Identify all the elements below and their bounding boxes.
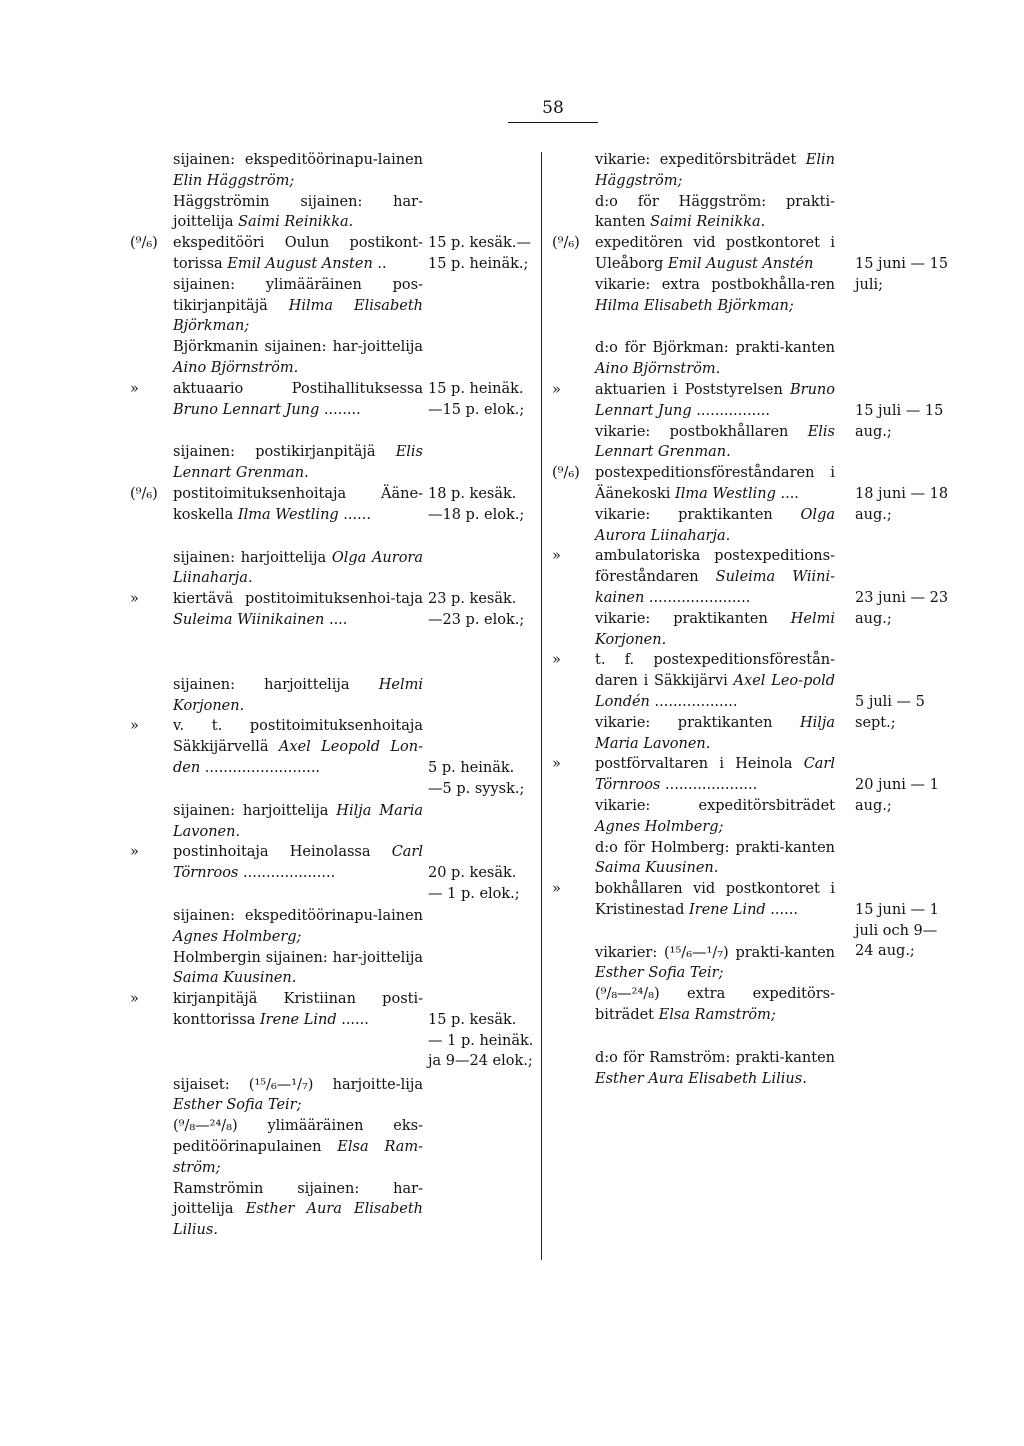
entry-text-segment: v. t. postitoimituksenhoitaja Säkkijärvellä — [173, 718, 423, 756]
entry-date: 18 p. kesäk. —18 p. elok.; — [428, 485, 525, 523]
register-entry — [130, 233, 540, 275]
entry-marker: » — [552, 756, 561, 773]
entry-text-segment: vikarie: extra postbokhålla-ren — [595, 276, 835, 293]
register-entry — [130, 589, 540, 631]
register-entry — [130, 716, 540, 797]
entry-date: 15 p. kesäk.— 15 p. heinäk.; — [428, 235, 531, 272]
person-name: Esther Aura Elisabeth Lilius. — [173, 1201, 423, 1239]
entry-marker: » — [130, 991, 139, 1008]
entry-text — [173, 1116, 423, 1178]
finnish-column — [130, 150, 540, 1241]
entry-marker: (⁹/₆) — [130, 235, 158, 252]
person-name: Elis Lennart Grenman. — [173, 444, 423, 482]
entry-text — [173, 548, 423, 590]
person-name: Ilma Westling — [237, 506, 339, 523]
person-name: Elin Häggström; — [595, 152, 835, 189]
person-name: Esther Sofia Teir; — [173, 1097, 302, 1114]
register-entry — [130, 275, 540, 337]
entry-text-segment: .... — [324, 611, 348, 628]
entry-text — [173, 442, 423, 484]
entry-text-segment: d:o för Häggström: prakti-kanten — [595, 193, 835, 231]
entry-date: 23 juni — 23 aug.; — [855, 589, 949, 627]
register-entry — [130, 1116, 540, 1178]
column-divider — [541, 152, 542, 1260]
person-name: Hilja Maria Lavonen. — [595, 714, 835, 752]
entry-text — [173, 948, 423, 990]
register-entry — [130, 548, 540, 590]
spacer — [130, 653, 540, 675]
register-entry — [130, 842, 540, 902]
register-entry — [130, 1179, 540, 1241]
entry-text-segment: (⁹/₈—²⁴/₈) ylimääräinen eks-peditöörinapulainen — [173, 1118, 423, 1156]
entry-text-segment: Ramströmin sijainen: har-joittelija — [173, 1180, 423, 1218]
entry-text-segment: postinhoitaja Heinolassa — [173, 844, 392, 861]
entry-text-segment: (⁹/₈—²⁴/₈) extra expeditörs-biträdet — [595, 986, 835, 1024]
entry-text-segment: d:o för Ramström: prakti-kanten — [595, 1049, 835, 1066]
entry-text — [595, 838, 835, 880]
register-entry — [130, 150, 540, 192]
entry-text-segment: Björkmanin sijainen: har-joittelija — [173, 339, 423, 356]
entry-text — [595, 1048, 835, 1090]
person-name: Axel Leo-pold Londén — [595, 673, 835, 710]
entry-text-segment: vikarie: praktikanten — [595, 714, 800, 731]
entry-text — [173, 484, 423, 526]
entry-text-segment: postexpeditionsföreståndaren i Äänekoski — [595, 465, 835, 502]
entry-text — [595, 233, 835, 275]
person-name: Suleima Wiinikainen — [173, 611, 325, 628]
entry-text — [595, 275, 835, 317]
person-name: Olga Aurora Liinaharja. — [173, 549, 423, 587]
entry-text-segment: ...... — [765, 901, 798, 918]
person-name: Bruno Lennart Jung — [595, 381, 835, 419]
entry-text-segment: kiertävä postitoimituksenhoi-taja — [173, 591, 423, 608]
entry-text — [173, 801, 423, 843]
person-name: Olga Aurora Liinaharja. — [595, 506, 835, 544]
person-name: Emil August Ansten — [227, 255, 373, 272]
person-name: Agnes Holmberg; — [173, 928, 302, 945]
entry-text-segment: sijainen: ekspeditöörinapu-lainen — [173, 907, 423, 924]
person-name: Ilma Westling — [675, 485, 776, 502]
entry-marker: » — [130, 591, 139, 608]
entry-marker: » — [552, 652, 561, 669]
entry-date: 15 juni — 15 juli; — [855, 255, 949, 293]
person-name: Hilma Elisabeth Björkman; — [595, 297, 794, 314]
register-entry — [552, 505, 972, 547]
register-entry — [130, 948, 540, 990]
person-name: Carl Törnroos — [173, 844, 423, 882]
person-name: Bruno Lennart Jung — [173, 401, 320, 418]
page-number: 58 — [508, 98, 598, 123]
entry-text — [595, 463, 835, 505]
entry-text — [595, 796, 835, 838]
spacer — [552, 1026, 972, 1048]
entry-text-segment: .................... — [660, 777, 758, 794]
person-name: Esther Sofia Teir; — [595, 965, 724, 982]
entry-text-segment: .................. — [649, 693, 738, 710]
entry-text — [173, 842, 423, 884]
entry-text-segment: bokhållaren vid postkontoret i Kristinestad — [595, 881, 835, 918]
spacer — [130, 420, 540, 442]
person-name: Saimi Reinikka. — [238, 214, 354, 231]
person-name: Axel Leopold Lon-den — [173, 739, 423, 776]
register-entry — [130, 675, 540, 717]
person-name: Elin Häggström; — [173, 172, 295, 189]
entry-text — [595, 713, 835, 755]
entry-marker: » — [130, 844, 139, 861]
person-name: Helmi Korjonen. — [595, 610, 835, 648]
entry-text-segment: sijainen: harjoittelija — [173, 802, 337, 819]
entry-marker: » — [552, 881, 561, 898]
entry-text-segment: postitoimituksenhoitaja Ääne-koskella — [173, 485, 423, 523]
entry-text — [173, 989, 423, 1031]
entry-date: 5 p. heinäk. —5 p. syysk.; — [428, 759, 525, 797]
entry-text-segment: ...................... — [644, 589, 751, 606]
entry-text — [173, 1075, 423, 1117]
person-name: Saimi Reinikka. — [650, 214, 766, 231]
person-name: Elsa Ramström; — [658, 1007, 776, 1024]
entry-text — [173, 192, 423, 234]
entry-text-segment: .................... — [238, 865, 336, 882]
entry-text — [595, 505, 835, 547]
person-name: Irene Lind — [259, 1011, 337, 1028]
register-entry — [552, 338, 972, 380]
entry-text-segment: ambulatoriska postexpeditions-föreståndaren — [595, 548, 835, 586]
entry-text — [173, 906, 423, 948]
entry-text-segment: .. — [372, 255, 387, 272]
entry-text-segment: sijainen: ekspeditöörinapu-lainen — [173, 152, 423, 168]
person-name: Carl Törnroos — [595, 756, 835, 794]
entry-date: 15 p. heinäk. —15 p. elok.; — [428, 380, 525, 418]
entry-text-segment: d:o för Björkman: prakti-kanten — [595, 340, 835, 357]
person-name: Elis Lennart Grenman. — [595, 423, 835, 461]
person-name: Elsa Ram-ström; — [173, 1139, 423, 1176]
entry-text — [595, 650, 835, 712]
entry-marker: » — [552, 381, 561, 398]
register-entry — [130, 192, 540, 234]
person-name: Agnes Holmberg; — [595, 818, 724, 835]
person-name: Aino Björnström. — [173, 359, 299, 376]
entry-text-segment: sijainen: harjoittelija — [173, 676, 379, 693]
entry-text — [595, 422, 835, 464]
entry-text-segment: ekspeditööri Oulun postikont-torissa — [173, 235, 423, 272]
entry-date: 20 juni — 1 aug.; — [855, 777, 939, 814]
entry-text — [595, 984, 835, 1026]
register-entry — [552, 192, 972, 234]
entry-marker: (⁹/₆) — [552, 465, 580, 482]
register-entry — [552, 838, 972, 880]
person-name: Irene Lind — [689, 901, 766, 918]
register-entry — [130, 801, 540, 843]
register-entry — [552, 713, 972, 755]
entry-text — [595, 943, 835, 985]
entry-text-segment: ...... — [338, 506, 371, 523]
entry-text-segment: aktuaario Postihallituksessa — [173, 380, 423, 397]
entry-text — [595, 546, 835, 608]
spacer — [130, 631, 540, 653]
entry-text-segment: postförvaltaren i Heinola — [595, 756, 804, 773]
person-name: Helmi Korjonen. — [173, 676, 423, 714]
person-name: Saima Kuusinen. — [173, 970, 297, 987]
register-entry — [552, 422, 972, 464]
entry-text — [173, 275, 423, 337]
entry-text-segment: t. f. postexpeditionsförestån-daren i Säkkijärvi — [595, 652, 835, 690]
entry-text — [595, 754, 835, 796]
entry-date: 20 p. kesäk. — 1 p. elok.; — [428, 865, 520, 902]
entry-date: 18 juni — 18 aug.; — [855, 485, 949, 523]
entry-text-segment: ......................... — [200, 759, 321, 776]
entry-text — [173, 1179, 423, 1241]
register-entry — [552, 943, 972, 985]
person-name: Aino Björnström. — [595, 361, 721, 378]
register-entry — [552, 275, 972, 317]
entry-marker: » — [130, 718, 139, 735]
entry-text-segment: Holmbergin sijainen: har-joittelija — [173, 949, 423, 966]
register-entry — [552, 796, 972, 838]
spacer — [552, 316, 972, 338]
entry-text — [173, 589, 423, 631]
entry-text-segment: ........ — [319, 401, 361, 418]
entry-text-segment: vikarier: (¹⁵/₆—¹/₇) prakti-kanten — [595, 944, 835, 961]
entry-date: 15 p. kesäk. — 1 p. heinäk. ja 9—24 elok.; — [428, 1011, 534, 1070]
entry-text-segment: kirjanpitäjä Kristiinan posti-konttorissa — [173, 991, 423, 1028]
entry-text — [595, 150, 835, 192]
entry-text-segment: vikarie: expeditörsbiträdet — [595, 152, 806, 168]
entry-text-segment: sijainen: ylimääräinen pos-tikirjanpitäjä — [173, 276, 423, 314]
entry-text-segment: expeditören vid postkontoret i Uleåborg — [595, 235, 835, 272]
entry-text-segment: .... — [775, 485, 799, 502]
entry-text-segment: vikarie: praktikanten — [595, 506, 801, 523]
entry-text-segment: sijaiset: (¹⁵/₆—¹/₇) harjoitte-lija — [173, 1076, 423, 1093]
register-entry — [552, 1048, 972, 1090]
entry-text-segment: d:o för Holmberg: prakti-kanten — [595, 839, 835, 856]
swedish-column — [552, 150, 972, 1089]
entry-text — [595, 338, 835, 380]
register-entry — [130, 484, 540, 526]
entry-text-segment: vikarie: postbokhållaren — [595, 423, 808, 440]
register-entry — [552, 609, 972, 651]
entry-text-segment: vikarie: expeditörsbiträdet — [595, 797, 835, 814]
person-name: Hilja Maria Lavonen. — [173, 802, 423, 840]
entry-text-segment: ...... — [336, 1011, 369, 1028]
register-entry — [552, 984, 972, 1026]
entry-text — [595, 879, 835, 921]
person-name: Suleima Wiini-kainen — [595, 569, 835, 606]
entry-date: 15 juli — 15 aug.; — [855, 402, 944, 440]
entry-date: 5 juli — 5 sept.; — [855, 693, 925, 731]
entry-marker: » — [130, 380, 139, 397]
entry-marker: (⁹/₆) — [552, 235, 580, 252]
register-entry — [130, 442, 540, 484]
register-entry — [130, 1075, 540, 1117]
person-name: Hilma Elisabeth Björkman; — [173, 297, 423, 335]
register-entry — [130, 906, 540, 948]
register-entry — [552, 150, 972, 192]
entry-text — [173, 150, 423, 192]
entry-marker: (⁹/₆) — [130, 485, 158, 502]
entry-text — [173, 716, 423, 778]
entry-text — [173, 337, 423, 379]
entry-text-segment: ................ — [691, 402, 771, 419]
entry-text-segment: vikarie: praktikanten — [595, 610, 791, 627]
entry-text — [173, 233, 423, 275]
entry-text — [173, 379, 423, 421]
register-entry — [130, 989, 540, 1070]
register-entry — [130, 337, 540, 379]
person-name: Esther Aura Elisabeth Lilius. — [595, 1070, 807, 1087]
person-name: Emil August Anstén — [667, 255, 814, 272]
spacer — [130, 526, 540, 548]
entry-text-segment: sijainen: harjoittelija — [173, 549, 332, 566]
person-name: Saima Kuusinen. — [595, 860, 719, 877]
entry-marker: » — [552, 548, 561, 565]
entry-text-segment: Häggströmin sijainen: har-joittelija — [173, 193, 423, 231]
entry-text-segment: sijainen: postikirjanpitäjä — [173, 444, 396, 461]
register-entry — [130, 379, 540, 421]
entry-date: 23 p. kesäk. —23 p. elok.; — [428, 591, 525, 628]
entry-date: 15 juni — 1 juli och 9— 24 aug.; — [855, 901, 939, 960]
entry-text — [173, 675, 423, 717]
entry-text-segment: aktuarien i Poststyrelsen — [595, 381, 790, 398]
entry-text — [595, 380, 835, 422]
entry-text — [595, 192, 835, 234]
entry-text — [595, 609, 835, 651]
